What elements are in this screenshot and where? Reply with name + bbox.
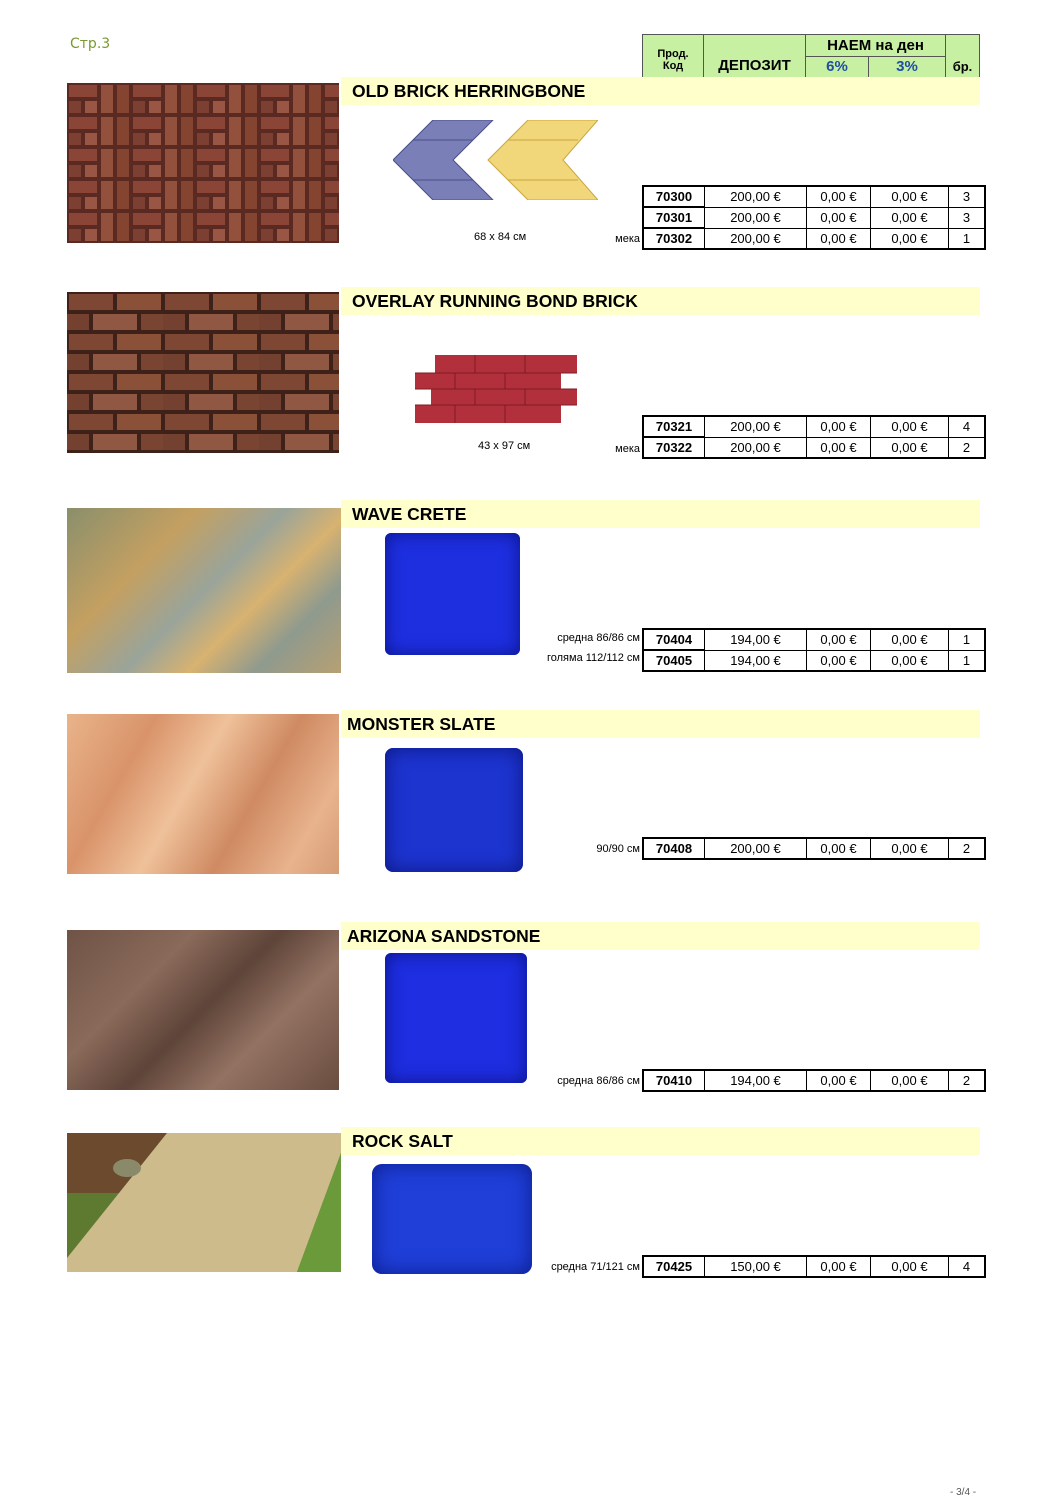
page-number: - 3/4 - <box>950 1487 977 1498</box>
row-label: средна 86/86 см <box>557 632 640 644</box>
product-code: 70301 <box>643 207 705 228</box>
product-title-bar <box>341 287 980 315</box>
table-row <box>643 437 985 458</box>
product-title: WAVE CRETE <box>352 504 467 524</box>
product-code: 70425 <box>643 1256 705 1277</box>
header-code-line2: Код <box>662 60 684 72</box>
header-pct3: 3% <box>868 56 946 78</box>
table-row <box>643 650 985 671</box>
rent-3pct-value: 0,00 € <box>871 416 949 437</box>
table-row <box>643 228 985 249</box>
deposit-value: 200,00 € <box>705 228 807 249</box>
deposit-value: 200,00 € <box>705 437 807 458</box>
row-label: средна 86/86 см <box>557 1075 640 1087</box>
product-photo <box>67 1133 341 1272</box>
qty-value: 2 <box>949 437 986 458</box>
rent-3pct-value: 0,00 € <box>871 1070 949 1091</box>
row-label: голяма 112/112 см <box>546 652 640 664</box>
qty-value: 3 <box>949 186 986 207</box>
rent-3pct-value: 0,00 € <box>871 629 949 650</box>
rent-6pct-value: 0,00 € <box>807 838 871 859</box>
rent-3pct-value: 0,00 € <box>871 650 949 671</box>
rent-6pct-value: 0,00 € <box>807 207 871 228</box>
product-title-bar <box>341 1127 980 1155</box>
qty-value: 1 <box>949 650 986 671</box>
rent-6pct-value: 0,00 € <box>807 629 871 650</box>
deposit-value: 194,00 € <box>705 650 807 671</box>
product-title-bar <box>341 77 980 105</box>
product-title: OVERLAY RUNNING BOND BRICK <box>352 291 638 311</box>
table-row <box>643 629 985 650</box>
row-label: мека <box>615 443 640 455</box>
header-deposit-label: ДЕПОЗИТ <box>718 57 791 74</box>
stamp-image-running-bond <box>415 355 577 423</box>
rent-6pct-value: 0,00 € <box>807 228 871 249</box>
price-table <box>642 628 986 672</box>
stamp-image-monster-slate <box>385 748 523 872</box>
qty-value: 4 <box>949 416 986 437</box>
table-row <box>643 838 985 859</box>
stamp-image-arizona-sandstone <box>385 953 527 1083</box>
qty-value: 3 <box>949 207 986 228</box>
stamp-image-rock-salt <box>372 1164 532 1274</box>
qty-value: 2 <box>949 1070 986 1091</box>
rent-3pct-value: 0,00 € <box>871 228 949 249</box>
product-photo <box>67 292 339 453</box>
product-title: ARIZONA SANDSTONE <box>347 926 541 946</box>
stamp-dimension: 68 x 84 см <box>474 231 527 243</box>
product-photo <box>67 930 339 1090</box>
header-rent: НАЕМ на ден <box>805 34 946 57</box>
deposit-value: 200,00 € <box>705 186 807 207</box>
rent-6pct-value: 0,00 € <box>807 437 871 458</box>
product-code: 70321 <box>643 416 705 437</box>
table-row <box>643 1256 985 1277</box>
rent-3pct-value: 0,00 € <box>871 186 949 207</box>
rent-3pct-value: 0,00 € <box>871 207 949 228</box>
product-title: MONSTER SLATE <box>347 714 496 734</box>
qty-value: 1 <box>949 228 986 249</box>
product-code: 70302 <box>643 228 705 249</box>
product-photo <box>67 714 339 874</box>
product-title-bar <box>341 922 980 950</box>
deposit-value: 194,00 € <box>705 1070 807 1091</box>
table-row <box>643 416 985 437</box>
product-code: 70322 <box>643 437 705 458</box>
price-table <box>642 415 986 459</box>
header-pct6: 6% <box>805 56 869 78</box>
header-code-line1: Прод. <box>657 48 689 60</box>
price-table <box>642 837 986 860</box>
deposit-value: 200,00 € <box>705 416 807 437</box>
deposit-value: 150,00 € <box>705 1256 807 1277</box>
product-code: 70404 <box>643 629 705 650</box>
product-title: ROCK SALT <box>352 1131 453 1151</box>
qty-value: 4 <box>949 1256 986 1277</box>
deposit-value: 200,00 € <box>705 838 807 859</box>
row-label: средна 71/121 см <box>551 1261 640 1273</box>
price-table <box>642 1255 986 1278</box>
row-label: мека <box>615 233 640 245</box>
header-qty <box>945 34 980 78</box>
table-row <box>643 1070 985 1091</box>
deposit-value: 200,00 € <box>705 207 807 228</box>
product-code: 70408 <box>643 838 705 859</box>
table-row <box>643 186 985 207</box>
rent-6pct-value: 0,00 € <box>807 650 871 671</box>
header-code <box>642 34 704 78</box>
header-deposit <box>703 34 806 78</box>
product-code: 70410 <box>643 1070 705 1091</box>
rent-3pct-value: 0,00 € <box>871 437 949 458</box>
rent-6pct-value: 0,00 € <box>807 1070 871 1091</box>
product-code: 70300 <box>643 186 705 207</box>
page-label: Стр.3 <box>70 36 111 52</box>
product-photo <box>67 83 339 243</box>
table-row <box>643 207 985 228</box>
rent-6pct-value: 0,00 € <box>807 1256 871 1277</box>
stamp-image-herringbone <box>393 120 598 200</box>
rent-6pct-value: 0,00 € <box>807 416 871 437</box>
product-code: 70405 <box>643 650 705 671</box>
deposit-value: 194,00 € <box>705 629 807 650</box>
stamp-dimension: 43 x 97 см <box>478 440 531 452</box>
rent-6pct-value: 0,00 € <box>807 186 871 207</box>
product-title: OLD BRICK HERRINGBONE <box>352 81 586 101</box>
rent-3pct-value: 0,00 € <box>871 838 949 859</box>
qty-value: 2 <box>949 838 986 859</box>
price-table <box>642 185 986 250</box>
product-photo <box>67 508 341 673</box>
product-title-bar <box>341 500 980 528</box>
row-label: 90/90 см <box>596 843 640 855</box>
price-table <box>642 1069 986 1092</box>
rent-3pct-value: 0,00 € <box>871 1256 949 1277</box>
header-qty-label: бр. <box>952 59 973 74</box>
product-title-bar <box>341 710 980 738</box>
qty-value: 1 <box>949 629 986 650</box>
